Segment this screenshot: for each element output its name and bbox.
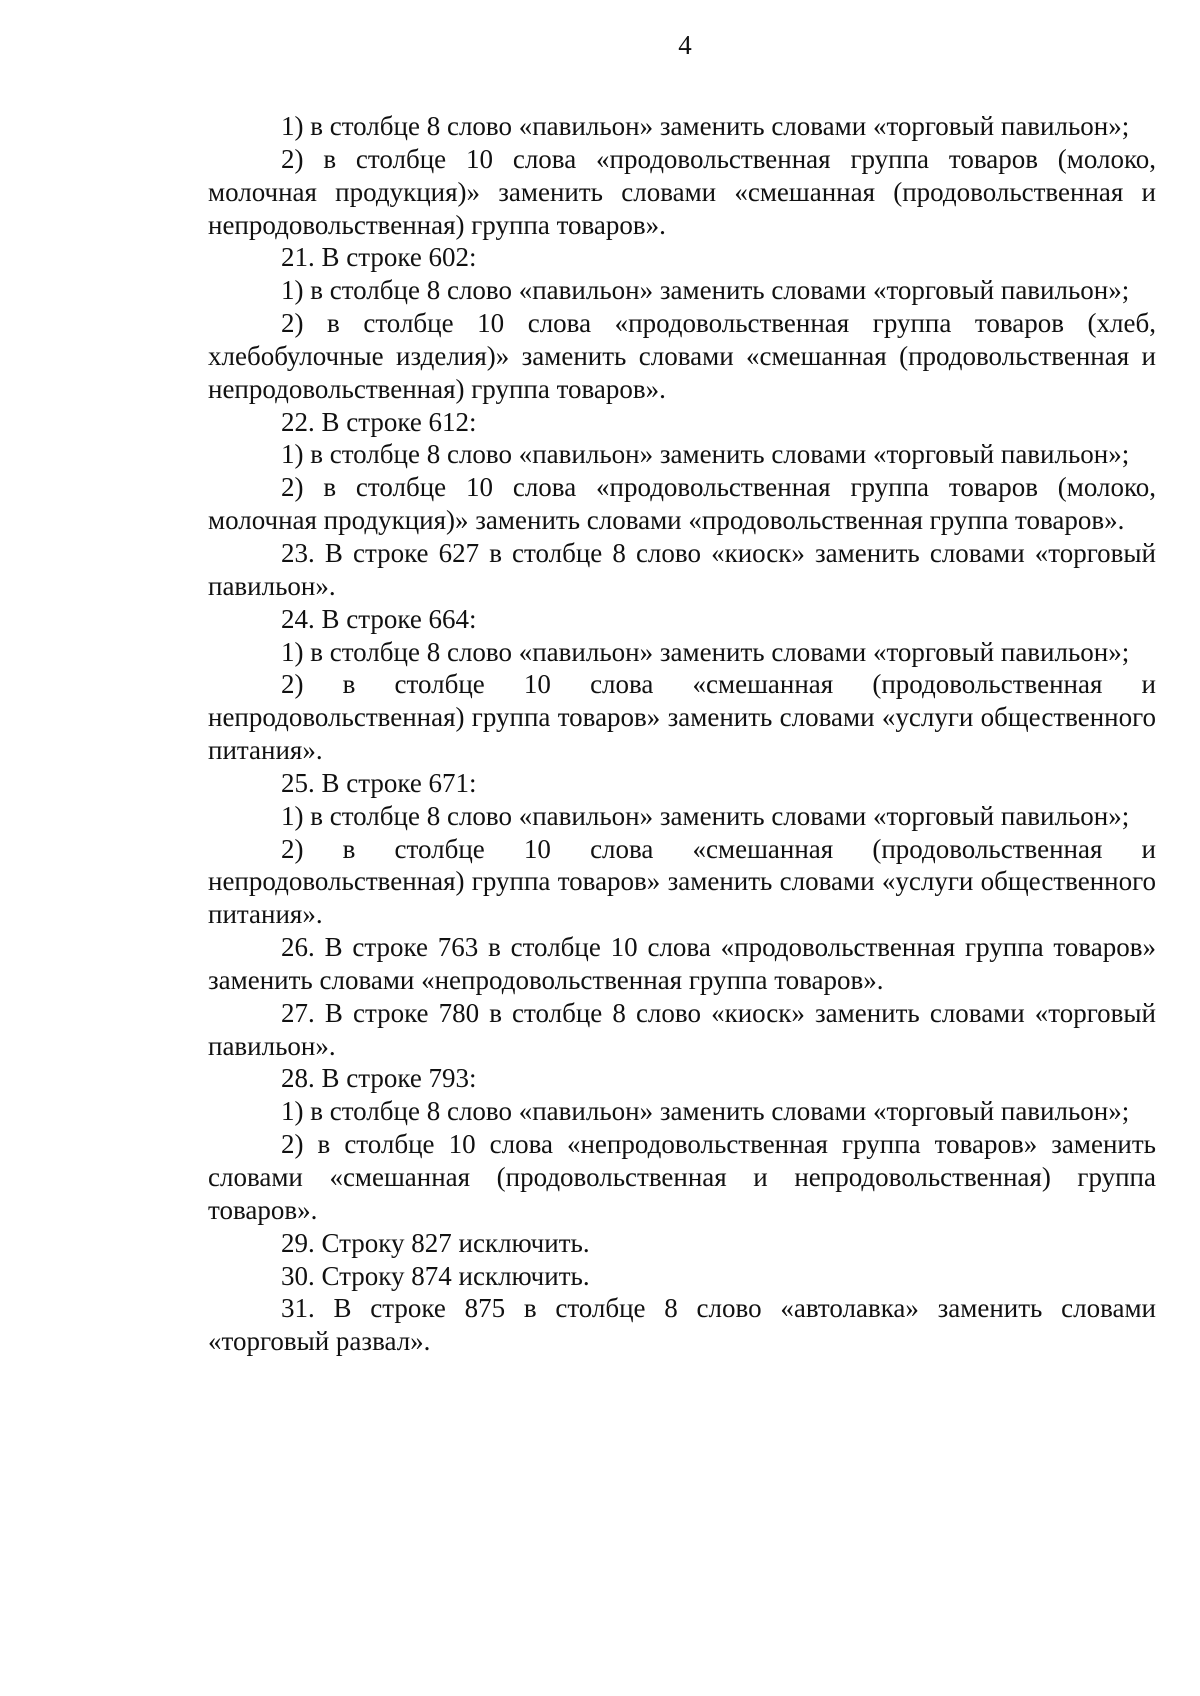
paragraph-22-2: 2) в столбце 10 слова «продовольственная группа товаров (молоко, молочная продукция)» заменить словами «продовольственная группа товаров». <box>208 472 1156 536</box>
paragraph-24-1: 1) в столбце 8 слово «павильон» заменить словами «торговый павильон»; <box>281 636 1130 667</box>
paragraph-21-heading: 21. В строке 602: <box>281 242 477 273</box>
paragraph-24-heading: 24. В строке 664: <box>281 603 477 634</box>
paragraph-28-1: 1) в столбце 8 слово «павильон» заменить словами «торговый павильон»; <box>281 1096 1130 1127</box>
paragraph-21-1: 1) в столбце 8 слово «павильон» заменить словами «торговый павильон»; <box>281 275 1130 306</box>
paragraph-24-2: 2) в столбце 10 слова «смешанная (продовольственная и непродовольственная) группа товаров» заменить словами «услуги общественного питания». <box>208 669 1156 766</box>
paragraph-26: 26. В строке 763 в столбце 10 слова «продовольственная группа товаров» заменить словами «непродовольственная группа товаров». <box>208 932 1156 995</box>
paragraph-25-heading: 25. В строке 671: <box>281 767 477 798</box>
paragraph-28-2: 2) в столбце 10 слова «непродовольственная группа товаров» заменить словами «смешанная (продовольственная и непродовольственная) группа товаров». <box>208 1129 1156 1225</box>
paragraph-28-heading: 28. В строке 793: <box>281 1063 477 1094</box>
paragraph-21-2: 2) в столбце 10 слова «продовольственная группа товаров (хлеб, хлебобулочные изделия)» заменить словами «смешанная (продовольственная и непродовольственная) группа товаров». <box>208 308 1156 404</box>
paragraph-20-1: 1) в столбце 8 слово «павильон» заменить словами «торговый павильон»; <box>281 111 1130 141</box>
paragraph-29: 29. Строку 827 исключить. <box>281 1227 590 1258</box>
page-number: 4 <box>678 30 692 60</box>
document-body <box>208 110 1156 1358</box>
paragraph-25-2: 2) в столбце 10 слова «смешанная (продовольственная и непродовольственная) группа товаров» заменить словами «услуги общественного питания». <box>208 833 1156 930</box>
paragraph-20-2: 2) в столбце 10 слова «продовольственная группа товаров (молоко, молочная продукция)» заменить словами «смешанная (продовольственная и непродовольственная) группа товаров». <box>208 143 1156 240</box>
paragraph-25-1: 1) в столбце 8 слово «павильон» заменить словами «торговый павильон»; <box>281 800 1130 831</box>
paragraph-30: 30. Строку 874 исключить. <box>281 1260 590 1291</box>
paragraph-31: 31. В строке 875 в столбце 8 слово «автолавка» заменить словами «торговый развал». <box>208 1293 1156 1357</box>
paragraph-22-heading: 22. В строке 612: <box>281 406 477 437</box>
paragraph-27: 27. В строке 780 в столбце 8 слово «киоск» заменить словами «торговый павильон». <box>208 997 1156 1061</box>
paragraph-22-1: 1) в столбце 8 слово «павильон» заменить словами «торговый павильон»; <box>281 439 1130 470</box>
paragraph-23: 23. В строке 627 в столбце 8 слово «киоск» заменить словами «торговый павильон». <box>208 537 1156 601</box>
